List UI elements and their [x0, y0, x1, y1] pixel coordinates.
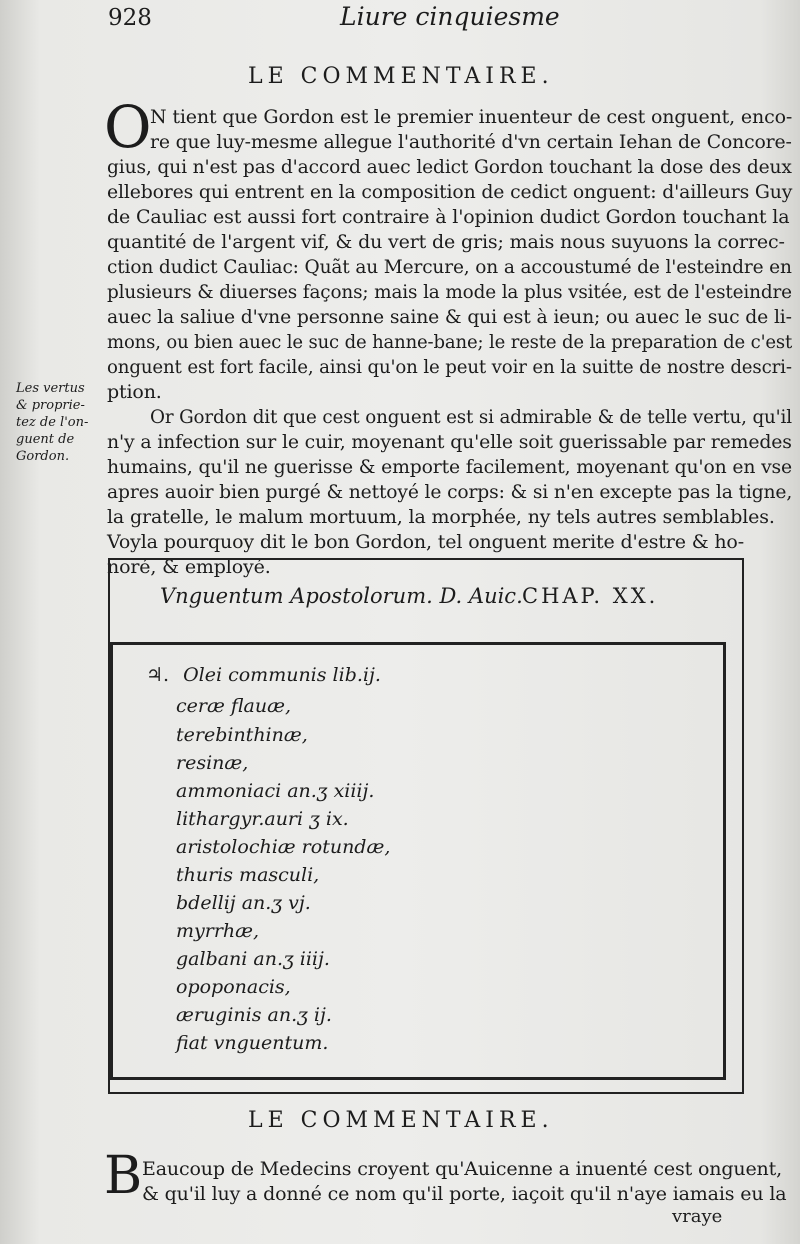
ingredient: galbani an.ʒ iiij. [176, 948, 330, 970]
ingredient: thuris masculi, [176, 864, 320, 886]
margin-note [16, 380, 96, 465]
text-line: gius, qui n'est pas d'accord auec ledict Gordon touchant la dose des deux [107, 156, 792, 178]
text-line: onguent est fort facile, ainsi qu'on le peut voir en la suitte de nostre descri- [107, 356, 792, 378]
ingredient: resinæ, [176, 752, 249, 774]
ingredient: opoponacis, [176, 976, 291, 998]
margin-note-line: tez de l'on- [16, 415, 89, 430]
text-line: quantité de l'argent vif, & du vert de gris; mais nous suyuons la correc- [107, 231, 785, 253]
margin-note-line: guent de [16, 432, 75, 447]
catchword: vraye [672, 1206, 723, 1227]
ingredient: myrrhæ, [176, 920, 260, 942]
text-line: ction dudict Cauliac: Quãt au Mercure, on a accoustumé de l'esteindre en [107, 256, 792, 278]
drop-cap-b: B [104, 1146, 143, 1206]
margin-note-line: Gordon. [16, 449, 70, 464]
commentary-heading-2: LE COMMENTAIRE. [248, 1108, 554, 1133]
text-line: mons, ou bien auec le suc de hanne-bane; le reste de la preparation de c'est [107, 331, 793, 353]
commentary-heading-1: LE COMMENTAIRE. [248, 64, 554, 89]
page-number: 928 [108, 5, 152, 31]
text-line: Or Gordon dit que cest onguent est si admirable & de telle vertu, qu'il [150, 406, 792, 428]
ingredient: ceræ flauæ, [176, 695, 292, 717]
text-line: la gratelle, le malum mortuum, la morphée, ny tels autres semblables. [107, 506, 775, 528]
text-line: N tient que Gordon est le premier inuenteur de cest onguent, enco- [150, 106, 793, 128]
running-title: Liure cinquiesme [340, 2, 560, 31]
ingredient: lithargyr.auri ʒ ix. [176, 808, 349, 830]
page-header [108, 2, 560, 31]
text-line: ption. [107, 381, 162, 403]
text-line: & qu'il luy a donné ce nom qu'il porte, iaçoit qu'il n'aye iamais eu la [142, 1183, 787, 1205]
text-line: plusieurs & diuerses façons; mais la mode la plus vsitée, est de l'esteindre [107, 281, 792, 303]
text-line: de Cauliac est aussi fort contraire à l'opinion dudict Gordon touchant la [107, 206, 790, 228]
text-line: humains, qu'il ne guerisse & emporte facilement, moyenant qu'on en vse [107, 456, 792, 478]
ingredient: Olei communis lib.ij. [183, 664, 381, 686]
ingredient: aristolochiæ rotundæ, [176, 836, 391, 858]
text-line: Eaucoup de Medecins croyent qu'Auicenne a inuenté cest onguent, [142, 1158, 783, 1180]
text-line: noré, & employé. [107, 556, 271, 578]
drop-cap-o: O [104, 93, 152, 161]
ingredient: terebinthinæ, [176, 724, 308, 746]
margin-note-line: Les vertus [16, 381, 85, 396]
chapter-label: CHAP. XX. [522, 584, 659, 608]
recipe-jupiter-symbol: ♃. [146, 664, 170, 686]
text-line: re que luy-mesme allegue l'authorité d'vn certain Iehan de Concore- [150, 131, 792, 153]
margin-note-line: & proprie- [16, 398, 85, 413]
text-line: n'y a infection sur le cuir, moyenant qu'elle soit guerissable par remedes [107, 431, 792, 453]
text-line: ellebores qui entrent en la composition de cedict onguent: d'ailleurs Guy [107, 181, 793, 203]
text-line: Voyla pourquoy dit le bon Gordon, tel onguent merite d'estre & ho- [107, 531, 744, 553]
ingredient: æruginis an.ʒ ij. [176, 1004, 332, 1026]
recipe-first-line [146, 664, 381, 686]
ingredient: ammoniaci an.ʒ xiiij. [176, 780, 375, 802]
recipe-title: Vnguentum Apostolorum. D. Auic. [160, 584, 523, 608]
text-line: apres auoir bien purgé & nettoyé le corps: & si n'en excepte pas la tigne, [107, 481, 793, 503]
text-line: auec la saliue d'vne personne saine & qui est à ieun; ou auec le suc de li- [107, 306, 792, 328]
ingredient: fiat vnguentum. [176, 1032, 329, 1054]
ingredient: bdellij an.ʒ vj. [176, 892, 311, 914]
